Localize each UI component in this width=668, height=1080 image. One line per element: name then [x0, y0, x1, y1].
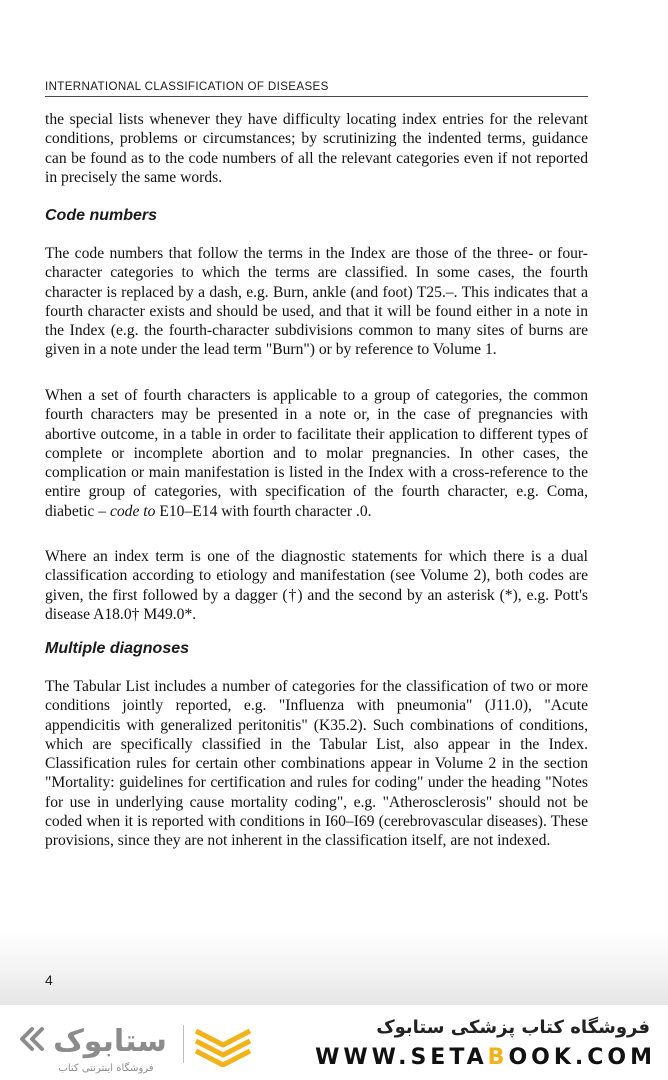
code-numbers-paragraph-2: [45, 386, 588, 521]
shop-url-part-3: OOK.COM: [508, 1045, 656, 1070]
shop-name: فروشگاه کتاب پزشکی ستابوک: [376, 1017, 650, 1038]
code-numbers-paragraph-1: The code numbers that follow the terms in the Index are those of the three- or four-character categories to which the terms are classified. In some cases, the fourth character is replaced by a dash, e.g. Burn, ankle (and foot) T25.–. This indicates that a fourth character exists and should be used, and that it will be found either in a note in the Index (e.g. the fourth-character subdivisions common to many sites of burns are given in a note under the lead term "Burn") or by reference to Volume 1.: [45, 245, 588, 359]
logo-subtitle: فروشگاه اینترنتی کتاب: [58, 1063, 154, 1074]
setabook-logo-icon: [18, 1015, 168, 1075]
code-numbers-paragraph-2-end: E10–E14 with fourth character .0.: [159, 502, 372, 520]
section-heading-code-numbers: Code numbers: [45, 207, 158, 224]
running-header: INTERNATIONAL CLASSIFICATION OF DISEASES: [45, 80, 588, 97]
code-to-italic: code to: [109, 502, 156, 520]
logo-divider: [183, 1025, 184, 1063]
logo-wordmark: ستابوک: [53, 1024, 167, 1059]
intro-paragraph: the special lists whenever they have difficulty locating index entries for the relevant conditions, problems or circumstances; by scrutinizing the indented terms, guidance can be found as to the code numbers of all the relevant categories even if not reported in precisely the same words.: [45, 111, 588, 186]
page-number: 4: [45, 972, 53, 988]
shop-url-link[interactable]: [315, 1045, 656, 1070]
book-chevron-icon: [192, 1025, 254, 1067]
section-heading-multiple-diagnoses: Multiple diagnoses: [45, 640, 190, 657]
multiple-diagnoses-paragraph: The Tabular List includes a number of categories for the classification of two or more conditions jointly reported, e.g. "Influenza with pneumonia" (J11.0), "Acute appendicitis with generalized peritonitis" (K35.2). Such combinations of conditions, which are specifically classified in the Tabular List, also appear in the Index. Classification rules for certain other combinations appear in Volume 2 in the section "Mortality: guidelines for certification and rules for coding" under the heading "Notes for use in underlying cause mortality coding", e.g. "Atherosclerosis" should not be coded when it is reported with conditions in I60–I69 (cerebrovascular diseases). These provisions, since they are not inherent in the classification itself, are not indexed.: [45, 678, 588, 850]
code-numbers-paragraph-3: Where an index term is one of the diagnostic statements for which there is a dual classification according to etiology and manifestation (see Volume 2), both codes are given, the first followed by a dagger (†) and the second by an asterisk (*), e.g. Pott's disease A18.0† M49.0*.: [45, 548, 588, 623]
shop-url-part-1: WWW.SETA: [315, 1045, 488, 1070]
setabook-banner: [0, 1005, 668, 1080]
code-numbers-paragraph-2-text: When a set of fourth characters is applicable to a group of categories, the common fourth characters may be presented in a note or, in the case of pregnancies with abortive outcome, in a table in order to facilitate their application to different types of complete or incomplete abortion and to molar pregnancies. In other cases, the complication or main manifestation is listed in the Index with a cross-reference to the entire group of categories, with specification of the fourth character, e.g. Coma, diabetic –: [45, 387, 588, 520]
shop-url-highlight: B: [487, 1045, 509, 1070]
